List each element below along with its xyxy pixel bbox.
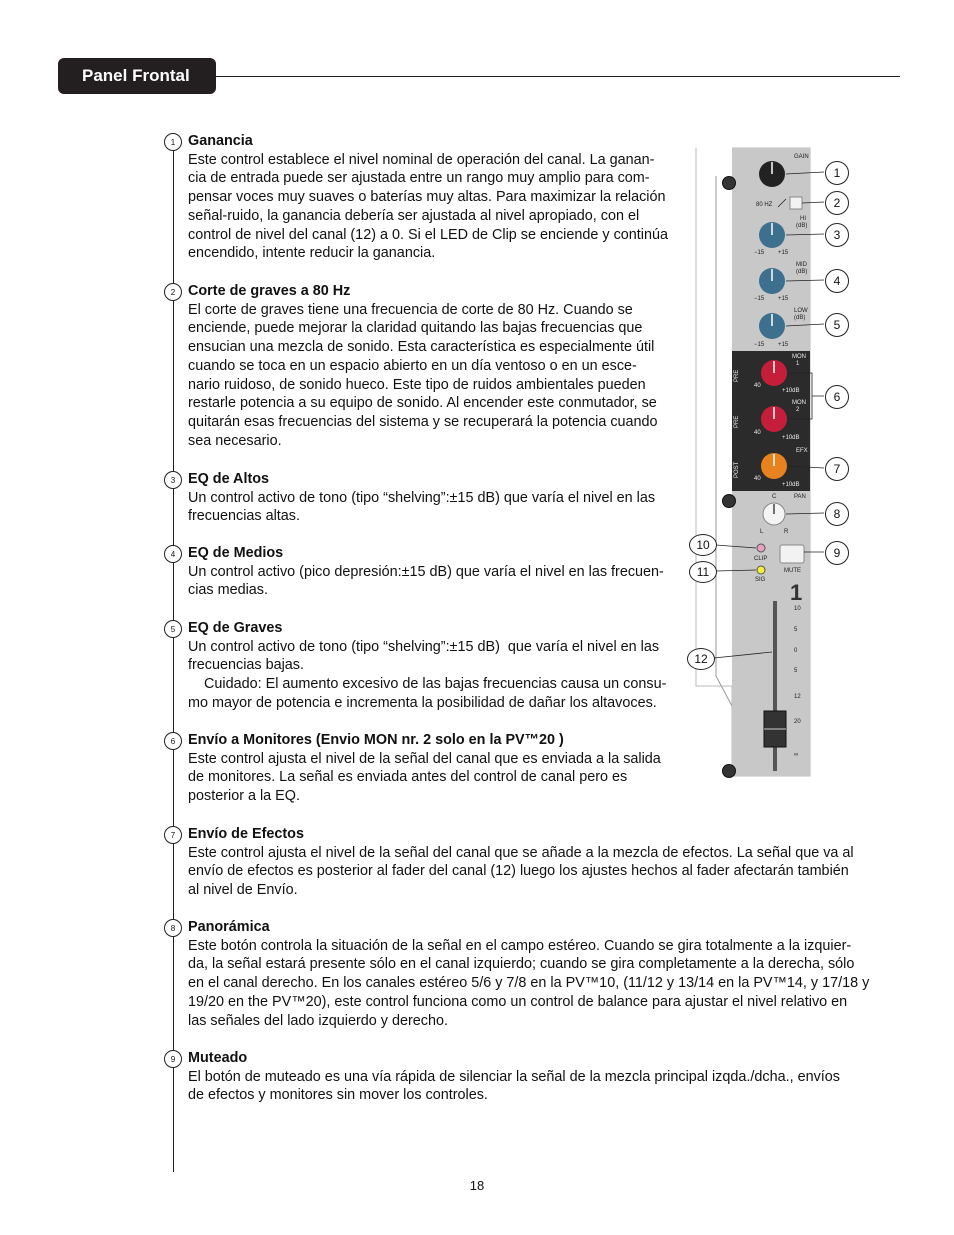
section-line: cuando se toca en un espacio abierto en un día ventoso o en un esce- bbox=[188, 357, 637, 374]
callout-4: 4 bbox=[825, 269, 849, 293]
channel-number: 1 bbox=[790, 580, 803, 605]
hz80-switch bbox=[790, 197, 802, 209]
section-line: al nivel de Envío. bbox=[188, 882, 298, 899]
section-line: encendido, intente reducir la ganancia. bbox=[188, 245, 436, 262]
hz80-label: 80 HZ bbox=[756, 202, 773, 208]
section-title: Panorámica bbox=[188, 919, 270, 935]
section-number-3: 3 bbox=[164, 471, 182, 489]
sig-label: SIG bbox=[755, 577, 766, 583]
section-line: El botón de muteado es una vía rápida de silenciar la señal de la mezcla principal izqda./dcha., envíos bbox=[188, 1068, 840, 1085]
screw-middle bbox=[722, 494, 736, 508]
section-number-2: 2 bbox=[164, 283, 182, 301]
section-line: sea necesario. bbox=[188, 432, 282, 449]
low-minus-label: −15 bbox=[754, 342, 765, 348]
header-rule bbox=[216, 76, 900, 77]
pan-center-label: C bbox=[772, 494, 777, 500]
section-line: Este control ajusta el nivel de la señal del canal que se añade a la mezcla de efectos. La señal que va al bbox=[188, 844, 854, 861]
page-number: 18 bbox=[469, 1178, 485, 1193]
section-line: cias medias. bbox=[188, 582, 268, 599]
section-6 bbox=[188, 731, 661, 806]
mon2-40-label: 40 bbox=[754, 430, 761, 436]
section-line: da, la señal estará presente sólo en el canal izquierdo; cuando se gira completamente a la derecha, sólo bbox=[188, 956, 855, 973]
low-plus-label: +15 bbox=[778, 342, 789, 348]
callout-5: 5 bbox=[825, 313, 849, 337]
callout-12: 12 bbox=[687, 648, 715, 670]
timeline-line bbox=[173, 150, 174, 1172]
section-line: frecuencias altas. bbox=[188, 508, 300, 525]
low-label: LOW bbox=[794, 308, 808, 314]
fader-10-label: 10 bbox=[794, 606, 801, 612]
section-title: Panel Frontal bbox=[82, 66, 190, 85]
gain-label: GAIN bbox=[794, 154, 809, 160]
section-4 bbox=[188, 544, 664, 600]
fader-20-label: 20 bbox=[794, 719, 801, 725]
mid-plus-label: +15 bbox=[778, 296, 789, 302]
callout-9: 9 bbox=[825, 541, 849, 565]
section-line: El corte de graves tiene una frecuencia de corte de 80 Hz. Cuando se bbox=[188, 301, 633, 318]
section-5 bbox=[188, 619, 666, 713]
callout-8: 8 bbox=[825, 502, 849, 526]
callout-1: 1 bbox=[825, 161, 849, 185]
section-line: 19/20 en the PV™20), este control funciona como un control de balance para ajustar el nivel relativo en bbox=[188, 993, 848, 1010]
section-number-9: 9 bbox=[164, 1050, 182, 1068]
section-line: control de nivel del canal (12) a 0. Si el LED de Clip se enciende y continúa bbox=[188, 226, 668, 243]
section-8 bbox=[188, 918, 869, 1030]
mon1-num: 1 bbox=[796, 361, 800, 367]
section-line: Un control activo de tono (tipo “shelving”:±15 dB) que varía el nivel en las bbox=[188, 489, 656, 506]
screw-top bbox=[722, 176, 736, 190]
mute-label: MUTE bbox=[784, 568, 801, 574]
section-line: Este control establece el nivel nominal de operación del canal. La ganan- bbox=[188, 151, 655, 168]
mid-label: MID bbox=[796, 262, 807, 268]
section-title: Envío de Efectos bbox=[188, 826, 304, 842]
fader-12-label: 12 bbox=[794, 694, 801, 700]
callout-2: 2 bbox=[825, 191, 849, 215]
mute-button bbox=[780, 545, 804, 563]
efx-label: EFX bbox=[796, 448, 808, 454]
section-title: EQ de Altos bbox=[188, 471, 270, 487]
section-line: ensucian una mezcla de sonido. Esta característica es especialmente útil bbox=[188, 339, 655, 356]
efx-40-label: 40 bbox=[754, 476, 761, 482]
section-number-1: 1 bbox=[164, 133, 182, 151]
section-9 bbox=[188, 1049, 840, 1105]
sig-led bbox=[757, 566, 765, 574]
section-7 bbox=[188, 825, 854, 900]
section-title: Envío a Monitores (Envio MON nr. 2 solo en la PV™20 ) bbox=[188, 732, 564, 748]
clip-led bbox=[757, 544, 765, 552]
mon1-40-label: 40 bbox=[754, 383, 761, 389]
clip-label: CLIP bbox=[754, 556, 768, 562]
section-line: mo mayor de potencia e incrementa la posibilidad de dañar los altavoces. bbox=[188, 694, 657, 711]
section-line: nario ruidoso, de sonido hueco. Este tipo de ruidos ambientales pueden bbox=[188, 376, 646, 393]
section-line: restarle potencia a su equipo de sonido. Al encender este conmutador, se bbox=[188, 395, 657, 412]
callout-11: 11 bbox=[689, 561, 717, 583]
section-line: Este botón controla la situación de la señal en el campo estéreo. Cuando se gira totalmente a la izquier- bbox=[188, 937, 852, 954]
screw-bottom bbox=[722, 764, 736, 778]
section-line: Un control activo (pico depresión:±15 dB) que varía el nivel en las frecuen- bbox=[188, 563, 664, 580]
efx-max-label: +10dB bbox=[782, 482, 800, 488]
section-number-5: 5 bbox=[164, 620, 182, 638]
channel-strip-illustration bbox=[686, 146, 856, 786]
hi-minus-label: −15 bbox=[754, 250, 765, 256]
fader-inf-label: ∞ bbox=[794, 752, 799, 758]
callout-3: 3 bbox=[825, 223, 849, 247]
mid-db-label: (dB) bbox=[796, 269, 808, 275]
pan-label: PAN bbox=[794, 494, 806, 500]
fader-5-label: 5 bbox=[794, 627, 798, 633]
section-header-tab bbox=[58, 58, 216, 94]
hi-plus-label: +15 bbox=[778, 250, 789, 256]
section-3 bbox=[188, 470, 655, 526]
section-line: quitarán esas frecuencias del sistema y se recuperará la potencia cuando bbox=[188, 413, 658, 430]
mon2-label: MON bbox=[792, 400, 806, 406]
pre2-label: PRE bbox=[734, 415, 740, 428]
section-number-7: 7 bbox=[164, 826, 182, 844]
section-line: de efectos y monitores sin mover los controles. bbox=[188, 1087, 488, 1104]
section-line: de monitores. La señal es enviada antes del control de canal pero es bbox=[188, 769, 628, 786]
mon2-num: 2 bbox=[796, 407, 800, 413]
post-label: POST bbox=[734, 461, 740, 478]
pan-right-label: R bbox=[784, 529, 789, 535]
section-line: señal-ruido, la ganancia debería ser ajustada al nivel apropiado, con el bbox=[188, 207, 640, 224]
low-db-label: (dB) bbox=[794, 315, 806, 321]
section-line: cia de entrada puede ser ajustada entre un rango muy amplio para com- bbox=[188, 170, 650, 187]
hi-label: HI bbox=[800, 216, 806, 222]
section-title: EQ de Medios bbox=[188, 545, 284, 561]
section-line: pensar voces muy suaves o baterías muy altas. Para maximizar la relación bbox=[188, 189, 666, 206]
section-number-6: 6 bbox=[164, 732, 182, 750]
fader-minus5-label: 5 bbox=[794, 668, 798, 674]
section-line: en el canal derecho. En los canales estéreo 5/6 y 7/8 en la PV™10, (11/12 y 13/14 en la PV™14, y 17/18 y bbox=[188, 975, 870, 992]
section-line: Cuidado: El aumento excesivo de las bajas frecuencias causa un consu- bbox=[188, 676, 667, 693]
section-line: enciende, puede mejorar la claridad quitando las bajas frecuencias que bbox=[188, 320, 643, 337]
section-1 bbox=[188, 132, 668, 263]
section-number-4: 4 bbox=[164, 545, 182, 563]
section-title: EQ de Graves bbox=[188, 620, 283, 636]
mid-minus-label: −15 bbox=[754, 296, 765, 302]
callout-6: 6 bbox=[825, 385, 849, 409]
mon1-label: MON bbox=[792, 354, 806, 360]
hi-db-label: (dB) bbox=[796, 223, 808, 229]
pre1-label: PRE bbox=[734, 369, 740, 382]
section-title: Muteado bbox=[188, 1050, 248, 1066]
section-number-8: 8 bbox=[164, 919, 182, 937]
section-title: Ganancia bbox=[188, 133, 253, 149]
section-title: Corte de graves a 80 Hz bbox=[188, 283, 351, 299]
section-line: Un control activo de tono (tipo “shelving”:±15 dB) que varía el nivel en las bbox=[188, 638, 660, 655]
pan-left-label: L bbox=[760, 529, 764, 535]
mon1-max-label: +10dB bbox=[782, 388, 800, 394]
section-line: envío de efectos es posterior al fader del canal (12) luego los ajustes hechos al fader afectarán también bbox=[188, 863, 849, 880]
section-line: frecuencias bajas. bbox=[188, 657, 304, 674]
section-2 bbox=[188, 282, 658, 450]
section-line: Este control ajusta el nivel de la señal del canal que es enviada a la salida bbox=[188, 750, 661, 767]
callout-7: 7 bbox=[825, 457, 849, 481]
callout-10: 10 bbox=[689, 534, 717, 556]
section-line: posterior a la EQ. bbox=[188, 788, 300, 805]
fader-0-label: 0 bbox=[794, 648, 798, 654]
section-line: las señales del lado izquierdo y derecho. bbox=[188, 1012, 448, 1029]
mon2-max-label: +10dB bbox=[782, 435, 800, 441]
